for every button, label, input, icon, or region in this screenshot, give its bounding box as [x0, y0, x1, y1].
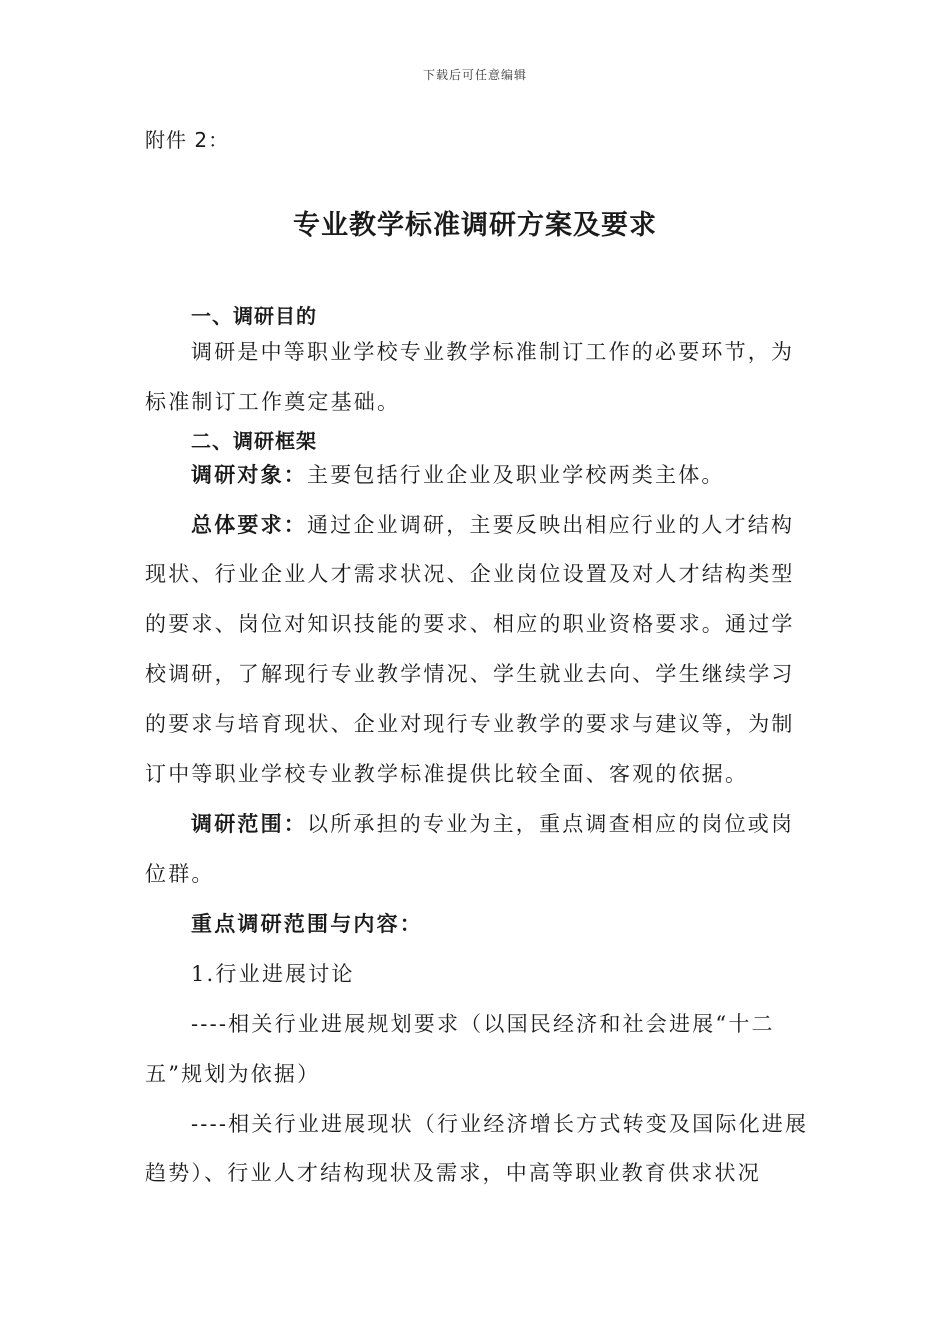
overall-requirements-line: 校调研，了解现行专业教学情况、学生就业去向、学生继续学习 [145, 662, 795, 686]
research-scope-text: 以所承担的专业为主，重点调查相应的岗位或岗 [307, 812, 795, 836]
document-title: 专业教学标准调研方案及要求 [293, 210, 657, 241]
overall-requirements-paragraph [191, 509, 805, 539]
section1-paragraph-line: 标准制订工作奠定基础。 [145, 390, 401, 414]
overall-requirements-line: 的要求、岗位对知识技能的要求、相应的职业资格要求。通过学 [145, 612, 795, 636]
sub-item-line: 五”规划为依据） [145, 1062, 321, 1086]
research-objects-label: 调研对象： [191, 462, 307, 487]
list-item-industry-development: 1.行业进展讨论 [191, 962, 355, 986]
sub-item-line: 趋势）、行业人才结构现状及需求，中高等职业教育供求状况 [145, 1161, 761, 1185]
research-objects-paragraph [191, 459, 805, 489]
overall-requirements-label: 总体要求： [191, 512, 307, 537]
research-objects-text: 主要包括行业企业及职业学校两类主体。 [307, 463, 725, 487]
page-header: 下载后可任意编辑 [422, 68, 527, 82]
sub-item-line: ----相关行业进展规划要求（以国民经济和社会进展“十二 [191, 1012, 775, 1036]
section1-paragraph-line: 调研是中等职业学校专业教学标准制订工作的必要环节，为 [191, 340, 795, 364]
sub-item-line: ----相关行业进展现状（行业经济增长方式转变及国际化进展 [191, 1112, 809, 1136]
research-scope-label: 调研范围： [191, 811, 307, 836]
attachment-label: 附件 2： [145, 128, 230, 152]
overall-requirements-line: 的要求与培育现状、企业对现行专业教学的要求与建议等，为制 [145, 712, 795, 736]
section2-heading: 二、调研框架 [191, 429, 317, 453]
research-scope-paragraph [191, 808, 805, 838]
overall-requirements-text: 通过企业调研，主要反映出相应行业的人才结构 [307, 513, 795, 537]
section1-heading: 一、调研目的 [191, 304, 317, 328]
research-scope-line: 位群。 [145, 862, 215, 886]
overall-requirements-line: 现状、行业企业人才需求状况、企业岗位设置及对人才结构类型 [145, 562, 795, 586]
overall-requirements-line: 订中等职业学校专业教学标准提供比较全面、客观的依据。 [145, 762, 749, 786]
key-scope-heading: 重点调研范围与内容： [191, 911, 423, 936]
